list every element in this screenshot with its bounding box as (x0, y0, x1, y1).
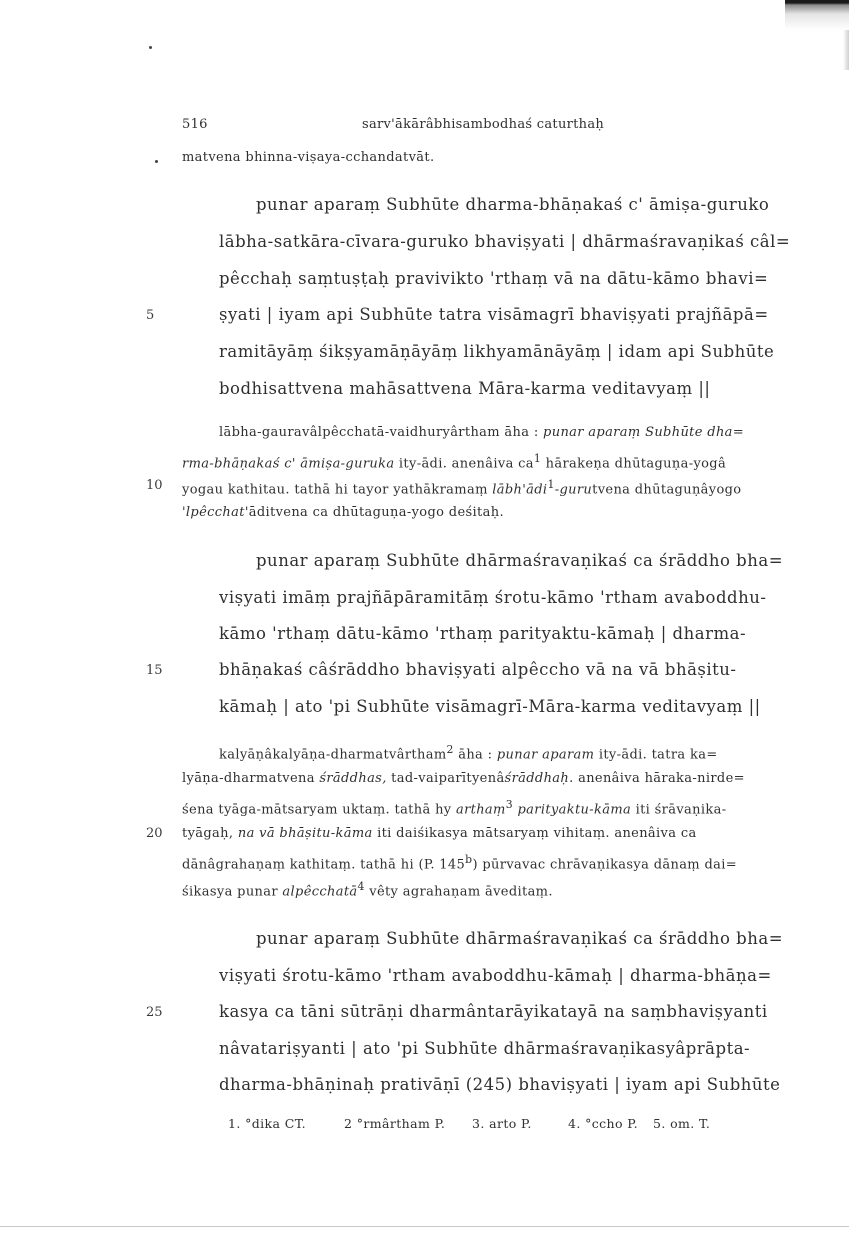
commentary-text: śikasya punar (182, 884, 278, 900)
commentary-text: ity-ādi. anenâiva ca (398, 456, 534, 472)
commentary-line (182, 478, 742, 497)
footnote: 1. °dika CT. (228, 1116, 306, 1131)
footnote-ref: 3 (505, 798, 514, 811)
line-number: 25 (146, 1005, 163, 1020)
running-head: sarv'ākārâbhisambodhaś caturthaḥ (362, 117, 605, 132)
commentary-quote: śrāddhaḥ. (504, 771, 574, 786)
page-number: 516 (182, 117, 208, 132)
commentary-text: iti śrāvaṇika- (635, 802, 727, 818)
root-text-line: ṣyati | iyam api Subhūte tatra visāmagrī bhaviṣyati prajñāpā= (219, 305, 769, 324)
footnote: 5. om. T. (653, 1116, 711, 1131)
root-text-line: kāmo 'rthaṃ dātu-kāmo 'rthaṃ parityaktu-kāmaḥ | dharma- (219, 624, 747, 643)
commentary-line (219, 425, 744, 440)
commentary-text: dānâgrahaṇaṃ kathitaṃ. tathā hi (P. 145 (182, 857, 466, 873)
commentary-text: ity-ādi. tatra ka= (598, 747, 718, 763)
line-number: 15 (146, 663, 163, 678)
commentary-text: tvena dhūtaguṇâyogo (592, 482, 742, 498)
commentary-quote: 'lpêcchat (182, 505, 245, 520)
commentary-line (219, 743, 718, 762)
root-text-line: punar aparaṃ Subhūte dhārmaśravaṇikaś ca śrāddho bha= (256, 929, 784, 948)
root-text-line: ramitāyāṃ śikṣyamāṇāyāṃ likhyamānāyāṃ | idam api Subhūte (219, 342, 775, 361)
line-number: 10 (146, 478, 163, 493)
commentary-text: hārakeṇa dhūtaguṇa-yogâ (541, 456, 727, 472)
root-text-line: dharma-bhāṇinaḥ prativāṇī (245) bhaviṣyati | iyam api Subhūte (219, 1075, 781, 1094)
commentary-line (182, 826, 697, 841)
root-text-line: punar aparaṃ Subhūte dhārmaśravaṇikaś ca śrāddho bha= (256, 551, 784, 570)
scan-speck (149, 46, 152, 49)
root-text-line: pêcchaḥ saṃtuṣṭaḥ pravivikto 'rthaṃ vā na dātu-kāmo bhavi= (219, 269, 769, 288)
footnote: 2 °rmârtham P. (344, 1116, 446, 1131)
root-text-line: nâvatariṣyanti | ato 'pi Subhūte dhārmaśravaṇikasyâprāpta- (219, 1039, 751, 1058)
commentary-text: vêty agrahaṇam āveditaṃ. (364, 884, 553, 900)
footnote-ref: 1 (533, 452, 542, 465)
footnote-ref: 4 (357, 880, 365, 893)
commentary-quote: punar aparam (496, 747, 595, 763)
commentary-text: yogau kathitau. tathā hi tayor yathākramaṃ (182, 482, 488, 498)
scan-bottom-rule (0, 1226, 849, 1227)
commentary-quote: śrāddhas, (319, 771, 387, 786)
commentary-line (182, 853, 737, 872)
commentary-text: lābha-gauravâlpêcchatā-vaidhuryârtham āha : (219, 425, 539, 440)
commentary-text: kalyāṇâkalyāṇa-dharmatvârtham (219, 747, 447, 763)
line-number: 20 (146, 826, 163, 841)
footnote-ref: b (465, 853, 473, 866)
commentary-text: śena tyāga-mātsaryam uktaṃ. tathā hy (182, 802, 452, 818)
commentary-text: tyāgaḥ, (182, 826, 234, 841)
commentary-text: 'āditvena ca dhūtaguṇa-yogo deśitaḥ. (244, 505, 504, 520)
commentary-quote: na vā bhāṣitu-kāma (237, 826, 373, 841)
commentary-text: lyāṇa-dharmatvena (182, 771, 315, 786)
commentary-line (182, 505, 504, 520)
footnote-ref: 1 (547, 478, 555, 491)
line-number: 5 (146, 308, 155, 323)
commentary-text: ) pūrvavac chrāvaṇikasya dānaṃ dai= (472, 857, 737, 873)
commentary-line (182, 452, 726, 471)
scan-speck (155, 160, 158, 163)
text-line: matvena bhinna-viṣaya-cchandatvāt. (182, 150, 435, 165)
scan-edge-right (843, 30, 849, 70)
root-text-line: kāmaḥ | ato 'pi Subhūte visāmagrī-Māra-karma veditavyaṃ || (219, 697, 761, 716)
commentary-quote: -guru (554, 482, 593, 498)
commentary-line (182, 880, 553, 899)
root-text-line: viṣyati imāṃ prajñāpāramitāṃ śrotu-kāmo 'rtham avaboddhu- (219, 588, 767, 607)
root-text-line: lābha-satkāra-cīvara-guruko bhaviṣyati | dhārmaśravaṇikaś câl= (219, 232, 791, 251)
commentary-text: iti daiśikasya mātsaryaṃ vihitaṃ. anenâiva ca (377, 826, 697, 841)
commentary-line (182, 771, 745, 786)
commentary-quote: lābh'ādi (492, 482, 548, 498)
footnote: 3. arto P. (472, 1116, 532, 1131)
commentary-quote: punar aparaṃ Subhūte dha= (543, 425, 745, 440)
footnote: 4. °ccho P. (568, 1116, 638, 1131)
commentary-text: tad-vaiparītyenâ (391, 771, 505, 786)
commentary-quote: parityaktu-kāma (517, 802, 632, 818)
root-text-line: punar aparaṃ Subhūte dharma-bhāṇakaś c' āmiṣa-guruko (256, 195, 770, 214)
commentary-quote: rma-bhāṇakaś c' āmiṣa-guruka (182, 456, 395, 472)
commentary-line (182, 798, 726, 817)
scan-edge-shadow (785, 0, 849, 30)
commentary-text: anenâiva hāraka-nirde= (573, 771, 745, 786)
footnote-ref: 2 (446, 743, 454, 756)
root-text-line: bhāṇakaś câśrāddho bhaviṣyati alpêccho vā na vā bhāṣitu- (219, 660, 737, 679)
root-text-line: kasya ca tāni sūtrāṇi dharmântarāyikatayā na saṃbhaviṣyanti (219, 1002, 768, 1021)
commentary-text: āha : (453, 747, 493, 763)
root-text-line: viṣyati śrotu-kāmo 'rtham avaboddhu-kāmaḥ | dharma-bhāṇa= (219, 966, 772, 985)
commentary-quote: alpêcchatā (282, 884, 358, 900)
commentary-quote: arthaṃ (455, 802, 506, 818)
root-text-line: bodhisattvena mahāsattvena Māra-karma veditavyaṃ || (219, 379, 711, 398)
